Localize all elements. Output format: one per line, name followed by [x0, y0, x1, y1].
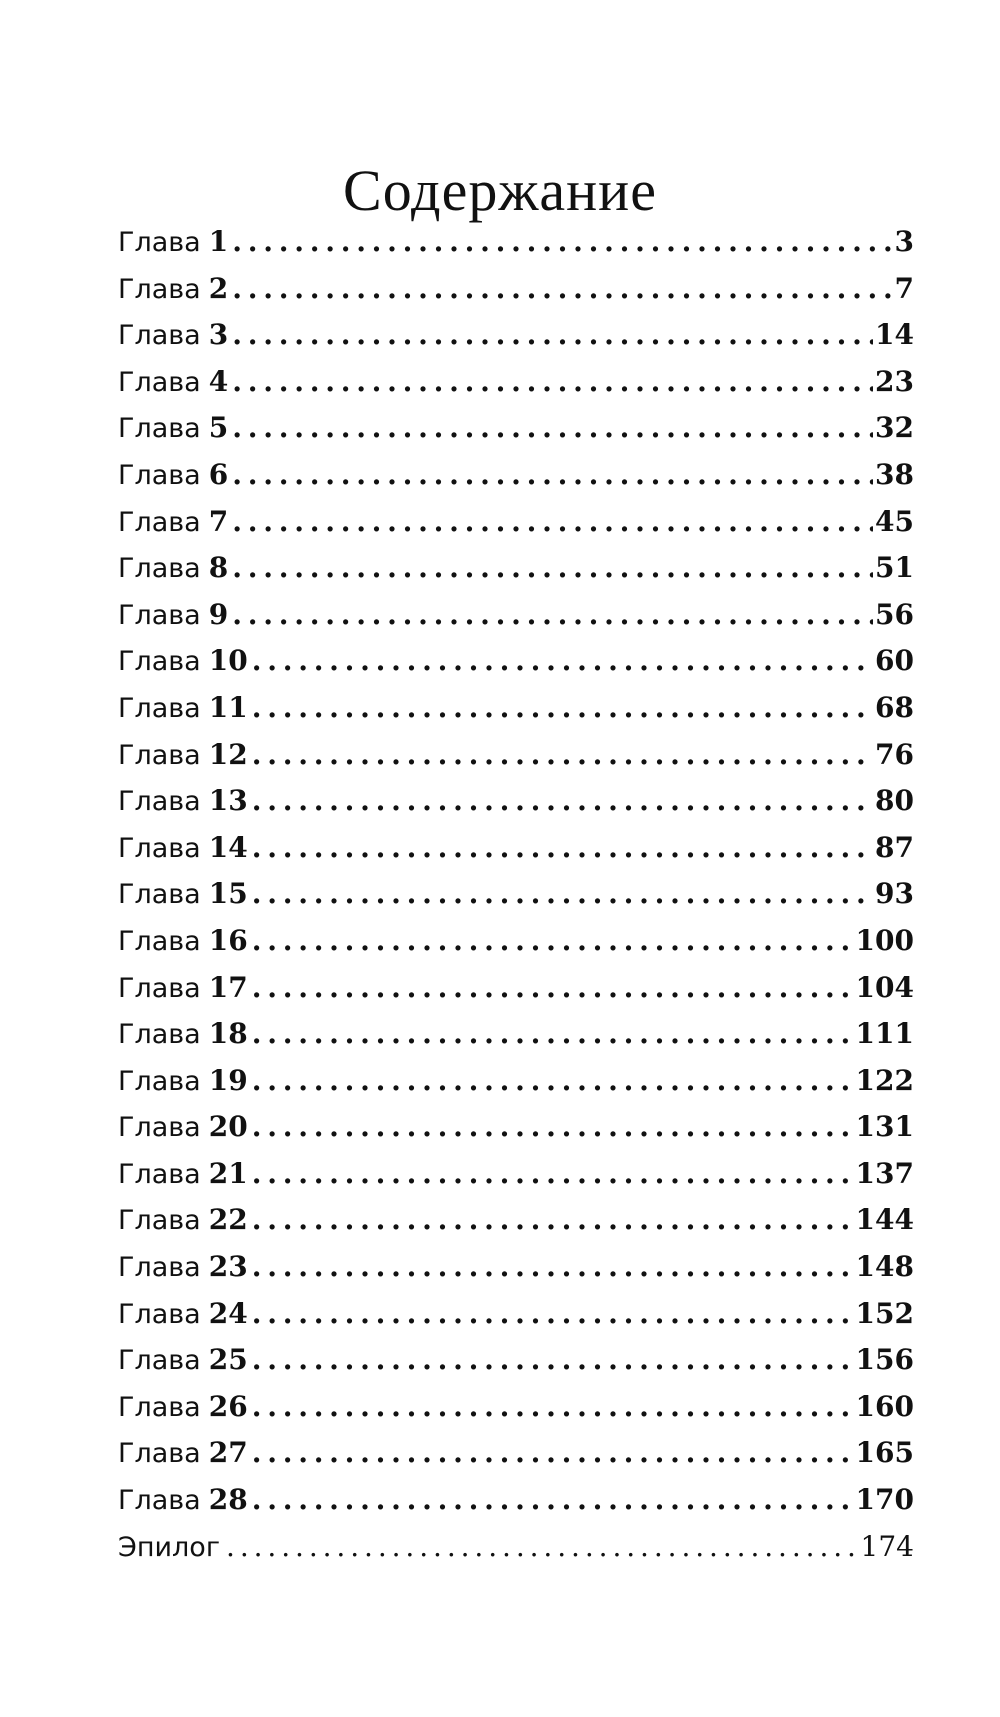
toc-entry-number: 11 — [208, 690, 248, 724]
toc-entry-number: 9 — [208, 597, 229, 631]
toc-entry[interactable] — [118, 685, 914, 732]
toc-entry-label: Глава — [118, 1065, 201, 1097]
toc-entry-page: 56 — [875, 597, 914, 631]
toc-entry-label: Глава — [118, 692, 201, 724]
toc-entry-number: 7 — [208, 504, 229, 538]
toc-entry[interactable] — [118, 545, 914, 592]
toc-entry-label: Глава — [118, 1438, 201, 1470]
toc-entry[interactable] — [118, 638, 914, 685]
toc-entry-number: 8 — [208, 551, 229, 585]
toc-entry-page: 45 — [875, 504, 914, 538]
toc-entry-page: 144 — [855, 1203, 914, 1237]
toc-entry-page: 156 — [855, 1343, 914, 1377]
toc-entry[interactable] — [118, 1291, 914, 1338]
toc-entry-label: Глава — [118, 1345, 201, 1377]
toc-entry-number: 14 — [208, 830, 248, 864]
page-title: Содержание — [343, 157, 657, 223]
toc-entry-label: Глава — [118, 413, 201, 445]
toc-entry-epilogue[interactable] — [118, 1524, 914, 1571]
toc-entry-number: 10 — [208, 644, 248, 678]
toc-entry-page: 93 — [875, 877, 914, 911]
toc-entry[interactable] — [118, 1337, 914, 1384]
toc-entry-number: 16 — [208, 923, 248, 957]
toc-entry-label: Глава — [118, 1252, 201, 1284]
toc-entry-label: Глава — [118, 506, 201, 538]
toc-entry-page: 32 — [875, 411, 914, 445]
toc-entry-label: Глава — [118, 879, 201, 911]
dot-leader — [232, 592, 873, 639]
toc-entry-page: 68 — [875, 690, 914, 724]
toc-entry-page: 60 — [875, 644, 914, 678]
toc-entry[interactable] — [118, 1430, 914, 1477]
toc-entry-page: 7 — [894, 271, 914, 305]
toc-entry-page: 104 — [855, 970, 914, 1004]
toc-entry-label: Глава — [118, 1391, 201, 1423]
dot-leader — [252, 732, 873, 779]
dot-leader — [252, 918, 854, 965]
dot-leader — [252, 638, 873, 685]
toc-entry-label: Глава — [118, 832, 201, 864]
toc-entry-number: 27 — [208, 1436, 248, 1470]
toc-entry-number: 17 — [208, 970, 248, 1004]
toc-entry-label: Глава — [118, 1485, 201, 1517]
toc-entry-number: 25 — [208, 1343, 248, 1377]
toc-entry-page: 51 — [875, 551, 914, 585]
toc-entry[interactable] — [118, 312, 914, 359]
toc-entry-number: 18 — [208, 1017, 248, 1051]
toc-entry[interactable] — [118, 499, 914, 546]
toc-entry[interactable] — [118, 452, 914, 499]
toc-entry-label: Глава — [118, 1019, 201, 1051]
dot-leader — [232, 452, 873, 499]
toc-entry[interactable] — [118, 825, 914, 872]
table-of-contents — [118, 219, 914, 1570]
toc-entry[interactable] — [118, 1058, 914, 1105]
toc-entry-page: 80 — [875, 784, 914, 818]
toc-entry-page: 3 — [894, 225, 914, 258]
toc-entry-number: 21 — [208, 1156, 248, 1190]
toc-entry-number: 3 — [208, 318, 229, 352]
dot-leader — [252, 1011, 854, 1058]
dot-leader — [252, 1477, 854, 1524]
toc-entry-label: Глава — [118, 925, 201, 957]
toc-entry[interactable] — [118, 219, 914, 266]
toc-entry-page: 100 — [855, 923, 914, 957]
toc-entry-label: Глава — [118, 599, 201, 631]
toc-entry[interactable] — [118, 778, 914, 825]
toc-entry[interactable] — [118, 918, 914, 965]
dot-leader — [252, 1058, 854, 1105]
dot-leader — [232, 359, 873, 406]
toc-entry-label: Глава — [118, 320, 201, 352]
toc-entry-label: Глава — [118, 1112, 201, 1144]
dot-leader — [252, 1291, 854, 1338]
toc-entry[interactable] — [118, 405, 914, 452]
toc-entry-page: 170 — [855, 1483, 914, 1517]
dot-leader — [226, 1524, 859, 1571]
toc-entry-number: 23 — [208, 1250, 248, 1284]
toc-entry-page: 174 — [860, 1529, 914, 1563]
dot-leader — [252, 825, 873, 872]
toc-entry-number: 26 — [208, 1389, 248, 1423]
dot-leader — [252, 1197, 854, 1244]
toc-entry[interactable] — [118, 1244, 914, 1291]
toc-entry-page: 165 — [855, 1436, 914, 1470]
toc-entry-label: Глава — [118, 366, 201, 398]
toc-entry-label: Глава — [118, 459, 201, 491]
toc-entry-number: 2 — [208, 271, 229, 305]
toc-entry[interactable] — [118, 592, 914, 639]
toc-entry[interactable] — [118, 1104, 914, 1151]
toc-entry-number: 4 — [208, 364, 229, 398]
toc-entry[interactable] — [118, 732, 914, 779]
toc-entry-number: 5 — [208, 411, 229, 445]
toc-entry[interactable] — [118, 1477, 914, 1524]
toc-entry-number: 28 — [208, 1483, 248, 1517]
toc-entry-page: 38 — [875, 457, 914, 491]
toc-entry-number: 20 — [208, 1110, 248, 1144]
toc-entry-label: Глава — [118, 786, 201, 818]
toc-entry-label: Глава — [118, 1205, 201, 1237]
toc-entry-number: 15 — [208, 877, 248, 911]
toc-entry-label: Глава — [118, 273, 201, 305]
toc-entry-page: 111 — [855, 1017, 914, 1051]
toc-entry-label: Глава — [118, 972, 201, 1004]
toc-entry-label: Глава — [118, 553, 201, 585]
dot-leader — [252, 1151, 854, 1198]
toc-entry-page: 148 — [855, 1250, 914, 1284]
toc-entry[interactable] — [118, 359, 914, 406]
dot-leader — [252, 1104, 854, 1151]
dot-leader — [232, 545, 873, 592]
dot-leader — [252, 1337, 854, 1384]
toc-entry-label: Глава — [118, 227, 201, 258]
toc-entry-page: 87 — [875, 830, 914, 864]
toc-entry-label: Эпилог — [118, 1531, 221, 1563]
toc-entry-number: 12 — [208, 737, 248, 771]
dot-leader — [252, 1430, 854, 1477]
toc-entry[interactable] — [118, 965, 914, 1012]
toc-entry-page: 122 — [855, 1063, 914, 1097]
dot-leader — [232, 219, 892, 266]
dot-leader — [252, 1384, 854, 1431]
toc-entry-page: 137 — [855, 1156, 914, 1190]
toc-entry-number: 22 — [208, 1203, 248, 1237]
toc-entry-page: 160 — [855, 1389, 914, 1423]
dot-leader — [252, 1244, 854, 1291]
toc-entry[interactable] — [118, 1151, 914, 1198]
toc-entry-label: Глава — [118, 1298, 201, 1330]
dot-leader — [252, 965, 854, 1012]
dot-leader — [252, 778, 873, 825]
toc-entry-number: 6 — [208, 457, 229, 491]
toc-entry-label: Глава — [118, 646, 201, 678]
toc-entry-page: 14 — [875, 318, 914, 352]
toc-entry-page: 131 — [855, 1110, 914, 1144]
toc-entry[interactable] — [118, 1011, 914, 1058]
toc-entry-label: Глава — [118, 1158, 201, 1190]
toc-entry-number: 19 — [208, 1063, 248, 1097]
toc-entry-page: 23 — [875, 364, 914, 398]
dot-leader — [252, 685, 873, 732]
toc-entry-number: 1 — [208, 225, 229, 258]
toc-entry-page: 152 — [855, 1296, 914, 1330]
toc-entry-label: Глава — [118, 739, 201, 771]
dot-leader — [232, 405, 873, 452]
toc-entry[interactable] — [118, 871, 914, 918]
toc-entry[interactable] — [118, 266, 914, 313]
toc-entry[interactable] — [118, 1197, 914, 1244]
toc-entry-number: 13 — [208, 784, 248, 818]
dot-leader — [232, 499, 873, 546]
dot-leader — [252, 871, 873, 918]
dot-leader — [232, 266, 892, 313]
toc-entry-number: 24 — [208, 1296, 248, 1330]
toc-entry[interactable] — [118, 1384, 914, 1431]
dot-leader — [232, 312, 873, 359]
toc-entry-page: 76 — [875, 737, 914, 771]
